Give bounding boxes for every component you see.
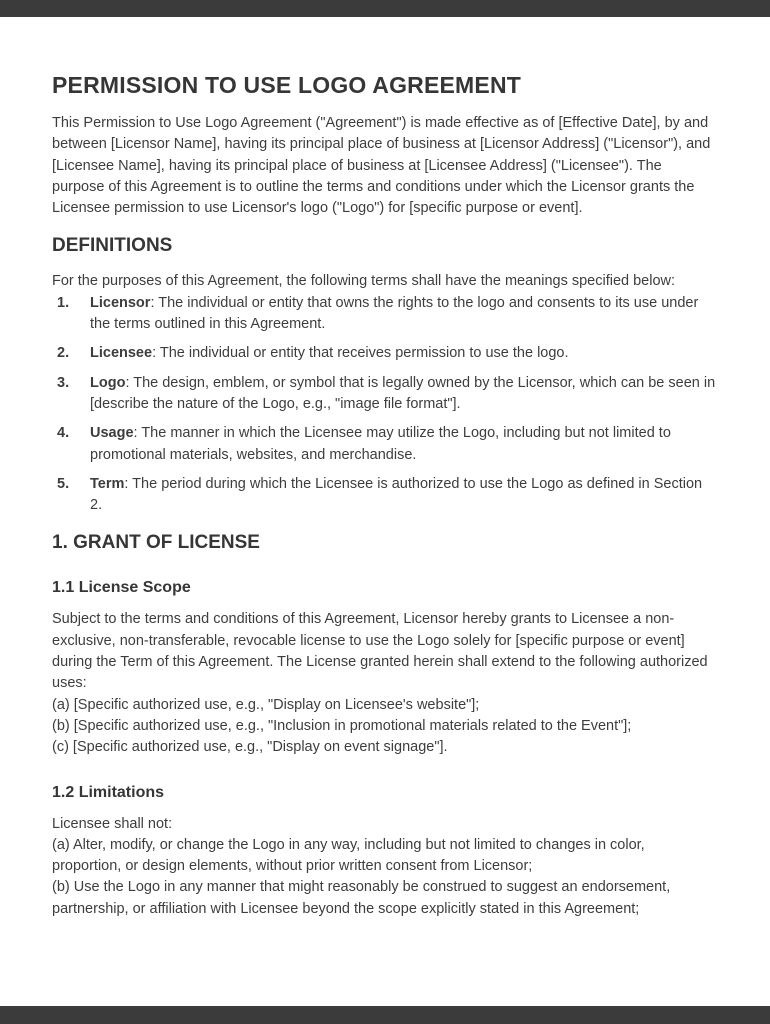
authorized-use-b: (b) [Specific authorized use, e.g., "Inclusion in promotional materials related to the Event"]; <box>52 717 632 734</box>
definition-item <box>52 373 718 416</box>
definitions-list <box>52 293 718 517</box>
limitation-a: (a) Alter, modify, or change the Logo in any way, including but not limited to changes in color, proportion, or design elements, without prior written consent from Licensor; <box>52 836 645 875</box>
letterbox-bottom <box>0 1006 770 1024</box>
definition-number: 2. <box>57 345 70 362</box>
definition-term: Licensor <box>90 294 151 311</box>
definition-term: Licensee <box>90 345 153 362</box>
definition-item <box>52 343 718 364</box>
definition-term: Term <box>90 475 125 492</box>
document-title: PERMISSION TO USE LOGO AGREEMENT <box>52 72 522 98</box>
authorized-use-a: (a) [Specific authorized use, e.g., "Display on Licensee's website"]; <box>52 696 480 713</box>
definition-number: 1. <box>57 294 70 311</box>
definition-number: 3. <box>57 374 70 391</box>
definition-number: 4. <box>57 425 70 442</box>
intro-paragraph: This Permission to Use Logo Agreement ("Agreement") is made effective as of [Effective Date], by and between [Licensor Name], having its principal place of business at [Licensor Address] ("Licensor"), and [Licensee Name], having its principal place of business at [Licensee Address] ("Licensee"). The purpose of this Agreement is to outline the terms and conditions under which the Licensor grants the Licensee permission to use Licensor's logo ("Logo") for [specific purpose or event]. <box>52 115 711 217</box>
definitions-heading: DEFINITIONS <box>52 235 173 257</box>
definition-text: : The individual or entity that owns the rights to the logo and consents to its use under the terms outlined in this Agreement. <box>90 294 699 333</box>
definition-text: : The individual or entity that receives permission to use the logo. <box>152 345 569 362</box>
license-scope-heading: 1.1 License Scope <box>52 579 191 597</box>
definition-text: : The design, emblem, or symbol that is legally owned by the Licensor, which can be seen in [describe the nature of the Logo, e.g., "image file format"]. <box>90 374 716 412</box>
definition-term: Usage <box>90 425 134 442</box>
grant-heading: 1. GRANT OF LICENSE <box>52 532 260 554</box>
definition-text: : The period during which the Licensee is authorized to use the Logo as defined in Section 2. <box>90 475 703 514</box>
definition-item <box>52 474 718 517</box>
limitation-b: (b) Use the Logo in any manner that might reasonably be construed to suggest an endorsement, partnership, or affiliation with Licensee beyond the scope explicitly stated in this Agreement; <box>52 879 671 917</box>
license-scope-paragraph: Subject to the terms and conditions of this Agreement, Licensor hereby grants to Licensee a non-exclusive, non-transferable, revocable license to use the Logo solely for [specific purpose or event] during the Term of this Agreement. The License granted herein shall extend to the following authorized uses: <box>52 611 708 692</box>
limitations-heading: 1.2 Limitations <box>52 783 165 801</box>
definition-term: Logo <box>90 374 126 391</box>
limitations-lead: Licensee shall not: <box>52 815 173 832</box>
definition-text: : The manner in which the Licensee may utilize the Logo, including but not limited to promotional materials, websites, and merchandise. <box>90 425 671 463</box>
authorized-use-c: (c) [Specific authorized use, e.g., "Display on event signage"]. <box>52 739 448 756</box>
definition-item <box>52 293 718 336</box>
definition-number: 5. <box>57 475 70 492</box>
document-page <box>0 17 770 1006</box>
definitions-lead: For the purposes of this Agreement, the following terms shall have the meanings specified below: <box>52 273 676 290</box>
letterbox-top <box>0 0 770 17</box>
definition-item <box>52 423 718 466</box>
